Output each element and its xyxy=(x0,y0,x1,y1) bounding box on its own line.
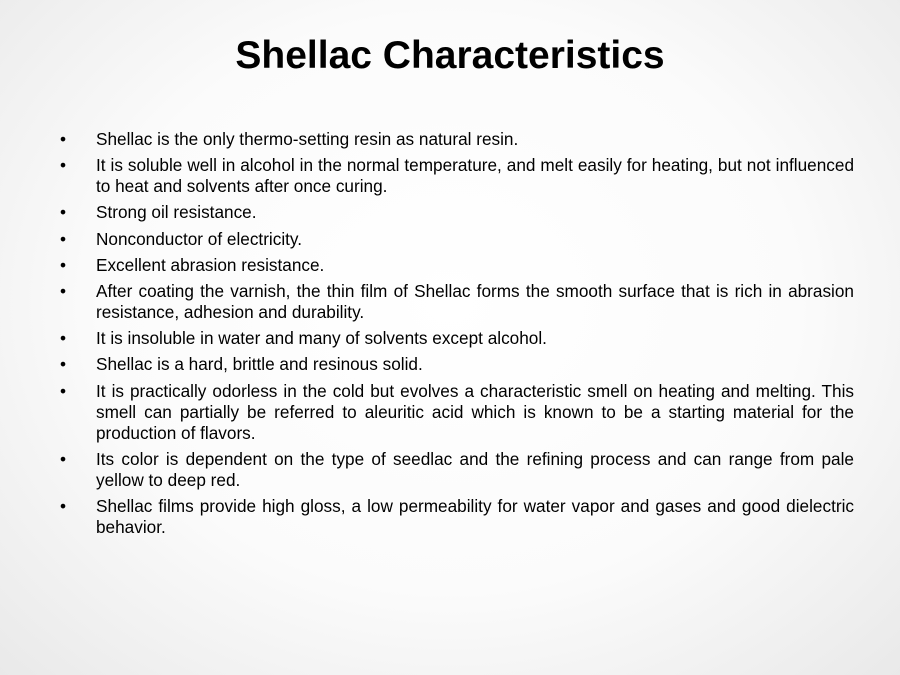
bullet-dot-icon: • xyxy=(60,380,67,401)
bullet-dot-icon: • xyxy=(60,448,67,469)
bullet-item xyxy=(60,202,854,223)
bullet-dot-icon: • xyxy=(60,328,67,349)
bullet-text: Nonconductor of electricity. xyxy=(96,228,303,249)
bullet-dot-icon: • xyxy=(60,129,67,149)
bullet-text: Excellent abrasion resistance. xyxy=(96,254,325,275)
bullet-text: Shellac is the only thermo-setting resin as natural resin. xyxy=(96,129,519,149)
bullet-text: Its color is dependent on the type of seedlac and the refining process and can range from pale yellow to deep red. xyxy=(96,448,854,490)
bullet-item xyxy=(60,496,854,538)
bullet-dot-icon: • xyxy=(60,228,67,249)
bullet-item xyxy=(60,129,854,150)
bullet-item xyxy=(60,381,854,444)
bullet-dot-icon: • xyxy=(60,495,67,516)
bullet-dot-icon: • xyxy=(60,280,67,301)
bullet-item xyxy=(60,449,854,491)
bullet-dot-icon: • xyxy=(60,354,67,375)
slide-title: Shellac Characteristics xyxy=(235,34,665,77)
bullet-list xyxy=(60,129,854,543)
bullet-text: It is insoluble in water and many of solvents except alcohol. xyxy=(96,328,547,349)
bullet-item xyxy=(60,229,854,250)
bullet-item xyxy=(60,354,854,375)
bullet-text: Shellac is a hard, brittle and resinous solid. xyxy=(96,354,423,375)
bullet-text: It is soluble well in alcohol in the normal temperature, and melt easily for heating, but not influenced to heat and solvents after once curing. xyxy=(96,155,854,197)
bullet-dot-icon: • xyxy=(60,202,67,223)
bullet-dot-icon: • xyxy=(60,155,67,176)
bullet-item xyxy=(60,328,854,349)
bullet-item xyxy=(60,155,854,197)
bullet-text: After coating the varnish, the thin film of Shellac forms the smooth surface that is rich in abrasion resistance, adhesion and durability. xyxy=(96,280,854,322)
bullet-text: It is practically odorless in the cold but evolves a characteristic smell on heating and melting. This smell can partially be referred to aleuritic acid which is known to be a starting material for the production of flavors. xyxy=(96,380,854,443)
bullet-item xyxy=(60,255,854,276)
bullet-item xyxy=(60,281,854,323)
bullet-dot-icon: • xyxy=(60,254,67,275)
bullet-text: Strong oil resistance. xyxy=(96,202,257,223)
bullet-text: Shellac films provide high gloss, a low permeability for water vapor and gases and good dielectric behavior. xyxy=(96,495,854,537)
